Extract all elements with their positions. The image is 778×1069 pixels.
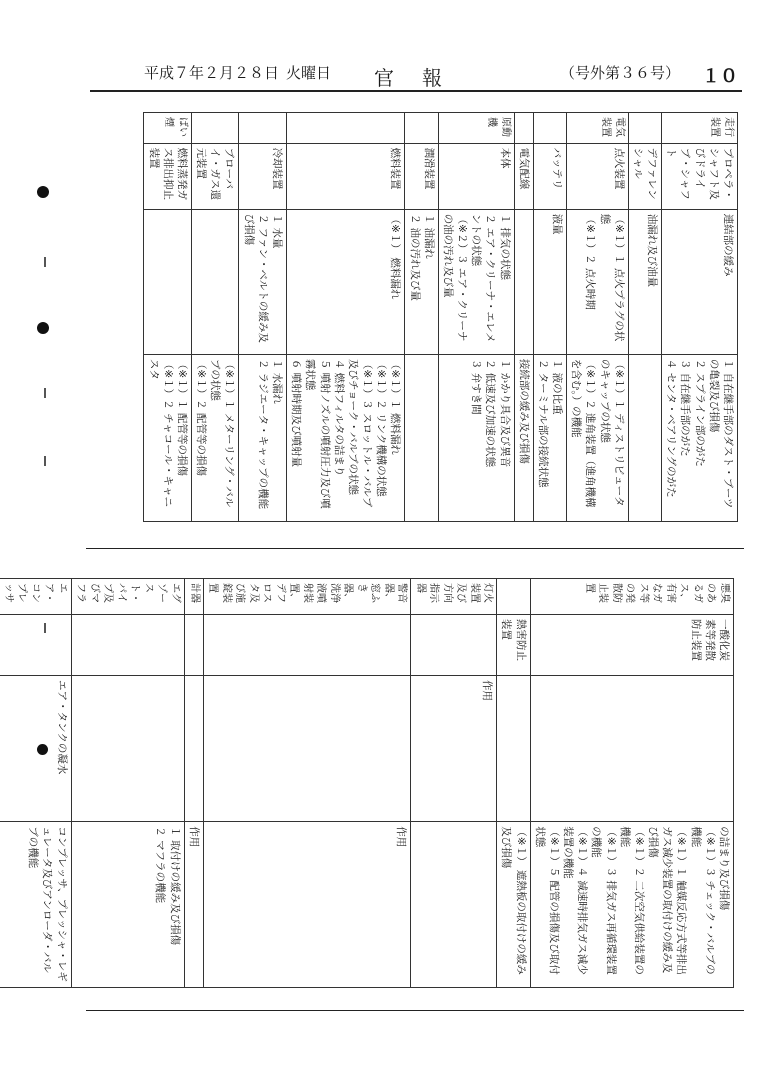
row-category [497,579,530,615]
item-text: 作用 [481,680,494,702]
row-items-detail [662,354,738,521]
row-category [239,113,287,144]
row-device [203,614,411,675]
table-row [567,113,629,522]
row-category [191,113,239,144]
item-text: ２ ファン・ベルトの緩み及び損傷 [242,213,269,343]
row-items [567,209,629,354]
table-row [287,113,405,522]
row-category: エア・コンプレッサ [0,579,71,615]
item-text: （※１）１ 燃料漏れ [389,358,402,455]
item-text: （※２）３ エア・クリーナの油の汚れ及び量 [441,213,469,342]
margin-mark-3 [44,456,46,466]
item-text: １ 自在継手部のダスト・ブーツの亀裂及び損傷 [707,358,734,509]
item-text: エア・タンクの凝水 [55,680,68,775]
item-text: ２ スプライン部のがた [693,358,706,467]
row-items-detail [533,354,566,521]
row-items-detail [628,354,661,521]
row-items [438,209,514,354]
margin-mark-2 [44,388,46,398]
item-text: １ 取付けの緩み及び損傷 [168,826,181,946]
table-row [438,113,514,522]
item-text: 接続部の緩み及び損傷 [517,358,530,464]
item-text: 作用 [395,826,408,848]
row-items-detail [287,354,405,521]
item-text: １ 水漏れ [271,358,284,405]
item-text: ３ 弁すき間 [470,358,483,415]
row-items [71,676,184,822]
row-category [628,113,661,144]
row-items [184,676,203,822]
row-items-detail [0,822,71,988]
item-text: ５ 噴射ノズルの噴射圧力及び噴霧状態 [304,358,331,509]
row-device: 一酸化炭素等発散防止装置 [530,614,733,675]
item-text: ４ 燃料フィルタの詰まり [332,358,345,477]
item-text: 作用 [187,826,200,848]
row-items [144,209,192,354]
item-text: １ 排気の状態 [498,213,511,281]
row-items-detail [514,354,533,521]
table-row [0,579,71,988]
item-text: （※１）１ 触媒反応方式等排出ガス減少装置の取付けの緩み及び損傷 [647,826,688,975]
row-device: 燃料蒸発ガス排出抑止装置 [144,143,192,209]
header-rule [90,90,742,92]
row-category: 悪臭のあるガス、有害なガス等の発散防止装置 [530,579,733,615]
row-category: 計器 [184,579,203,615]
punch-hole-2 [37,322,49,334]
row-device: 熱害防止装置 [497,614,530,675]
margin-mark-1 [44,257,46,267]
row-device: 燃料装置 [287,143,405,209]
row-items-detail [184,822,203,988]
row-items-detail [191,354,239,521]
footer-rule [86,1010,744,1011]
item-text: （※１）１ 配管等の損傷 [175,358,188,476]
row-items-detail [203,822,411,988]
row-items [287,209,405,354]
item-text: の詰まり及び損傷 [718,826,730,911]
row-items [533,209,566,354]
item-text: ２ マフラの機能 [154,826,167,904]
header-title: 官報 [374,66,470,90]
row-items [191,209,239,354]
row-device: 本体 [438,143,514,209]
row-device: 点火装置 [567,143,629,209]
table-row [405,113,438,522]
row-items [203,676,411,822]
item-text: ３ 自在継手部のがた [679,358,692,457]
row-device [411,614,497,675]
row-device: 電気配線 [514,143,533,209]
row-items-detail [530,822,733,988]
item-text: （※１）１ メターリング・バルブの状態 [209,358,236,508]
row-items-detail [567,354,629,521]
header-issue: （号外第３６号） [560,64,681,82]
row-device: デファレンシャル [628,143,661,209]
row-device [71,614,184,675]
row-category: ばい煙 [144,113,192,144]
punch-hole-1 [37,186,49,198]
row-device: プロペラ・シャフト及びドライブ・シャフト [662,143,738,209]
row-items [662,209,738,354]
item-text: （※１）１ ディストリビュータのキャップの状態 [598,358,625,507]
table-row [239,113,287,522]
middle-rule [86,548,744,549]
row-category [405,113,438,144]
item-text: （※１）２ 配管等の損傷 [195,358,208,476]
table-row [533,113,566,522]
item-text: １ 油漏れ [422,213,435,260]
item-text: ６ 噴射時期及び噴射量 [290,358,303,468]
item-text: 連結部の緩み [722,213,734,277]
item-text: １ 水量 [271,213,284,249]
row-items-detail [497,822,530,988]
item-text: （※１）３ 排気ガス再循環装置の機能 [590,826,617,975]
row-items-detail [411,822,497,988]
row-items [411,676,497,822]
item-text: ２ 油の汚れ及び量 [408,213,421,302]
item-text: （※１）３ スロットル・バルブ及びチョーク・バルブの状態 [346,358,374,508]
row-device [184,614,203,675]
item-text: コンプレッサ、プレッシャ・レギュレータ及びアンローダ・バルブの機能 [27,826,68,982]
item-text: ２ エア・クリーナ・エレメントの状態 [470,213,497,343]
row-items-detail [71,822,184,988]
item-text: （※１） 燃料漏れ [389,213,402,300]
item-text: （※１）４ 減速時排気ガス減少装置の機能 [562,826,589,975]
item-text: １ かかり具合及び異音 [498,358,511,468]
row-items [239,209,287,354]
item-text: 油漏れ及び油量 [646,213,659,288]
row-category: 電気装置 [567,113,629,144]
row-category [287,113,405,144]
table-row [628,113,661,522]
row-category: 警音器、窓ふき器、洗浄液噴射装置、デフロスタ及び施錠装置 [203,579,411,615]
item-text: ４ センタ・ベアリングのがた [665,358,678,498]
item-text: ２ ラジエータ・キャップの機能 [256,358,269,510]
item-text: （※１）２ チャコール・キャニスタ [147,358,174,507]
row-items-detail [405,354,438,521]
header-page-number: １０ [702,66,738,87]
row-items-detail [438,354,514,521]
row-device: ブローバイ・ガス還元装置 [191,143,239,209]
table-row [203,579,411,988]
row-category [514,113,533,144]
row-items-detail [239,354,287,521]
item-text: （※１）２ 二次空気供給装置の機能 [618,826,645,975]
item-text: （※１）２ 進角装置（進角機構を含む。）の機能 [570,358,597,508]
item-text: ２ ターミナル部の接続状態 [536,358,549,488]
row-category: 走行装置 [662,113,738,144]
row-items-detail [144,354,192,521]
row-items [497,676,530,822]
table-row [497,579,530,988]
row-items [0,676,71,822]
row-category: 灯火装置及び方向指示器 [411,579,497,615]
table-row [191,113,239,522]
row-category [533,113,566,144]
row-items [628,209,661,354]
item-text: （※１）５ 配管の損傷及び取付状態 [533,826,560,975]
item-text: １ 液の比重 [551,358,564,415]
row-device: バッテリ [533,143,566,209]
table-row [144,113,192,522]
row-items [405,209,438,354]
row-items [514,209,533,354]
header-date: 平成７年２月２８日 [144,64,280,82]
row-category: 原動機 [438,113,514,144]
lower-inspection-table [0,578,734,988]
header-weekday: 火曜日 [286,64,332,82]
item-text: ２ 低速及び加速の状態 [484,358,497,468]
row-device [0,614,71,675]
table-row [530,579,733,988]
item-text: （※１）２ リンク機構の状態 [375,358,388,497]
item-text: （※１）１ 点火プラグの状態 [598,213,625,342]
table-row [411,579,497,988]
row-device: 潤滑装置 [405,143,438,209]
item-text: （※１） 遮熱板の取付けの緩み及び損傷 [500,826,527,975]
item-text: 液量 [551,213,564,235]
row-device: 冷却装置 [239,143,287,209]
page-header [90,62,740,88]
table-row [184,579,203,988]
upper-inspection-table [143,112,738,522]
row-category: エグゾースト・パイプ及びマフラ [71,579,184,615]
item-text: （※１）３ チェック・バルブの機能 [689,826,716,975]
table-row [662,113,738,522]
table-row [71,579,184,988]
table-row [514,113,533,522]
row-items [530,676,733,822]
item-text: （※１）２ 点火時期 [584,213,597,310]
